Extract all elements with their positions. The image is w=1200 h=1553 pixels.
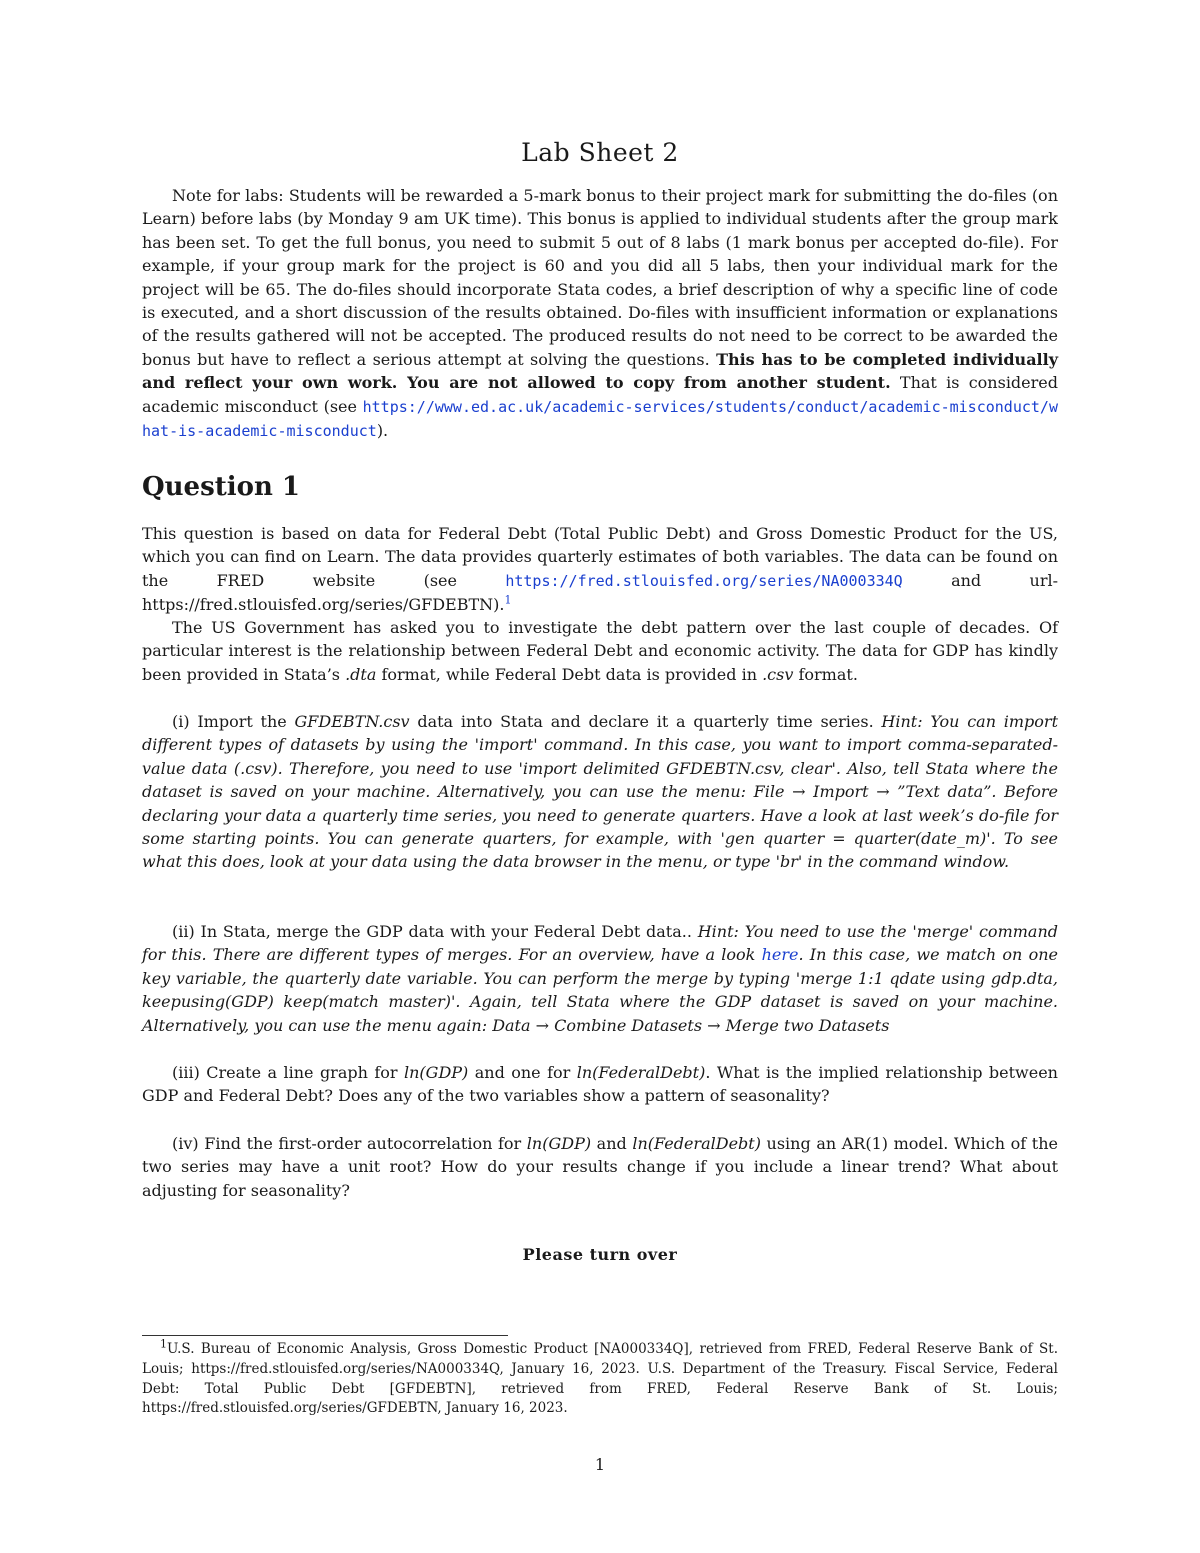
footnote xyxy=(142,1337,1058,1419)
part-ii-paragraph: (ii) In Stata, merge the GDP data with your Federal Debt data.. Hint: You need to use the 'merge' command for this. There are different types of merges. For an overview, have a look here. In this case, we match on one key variable, the quarterly date variable. You can perform the merge by typing 'merge 1:1 qdate using gdp.dta, keepusing(GDP) keep(match master)'. Again, tell Stata where the GDP dataset is saved on your machine. Alternatively, you can use the menu again: Data → Combine Datasets → Merge two Datasets xyxy=(142,922,1058,1035)
footnote-number: 1 xyxy=(160,1337,167,1351)
misconduct-link[interactable]: https://www.ed.ac.uk/academic-services/students/conduct/academic-misconduct/what-is-academic-misconduct xyxy=(142,397,1058,441)
merge-overview-link[interactable]: here xyxy=(761,945,799,965)
part-i-paragraph: (i) Import the GFDEBTN.csv data into Stata and declare it a quarterly time series. Hint: You can import different types of datasets by using the 'import' command. In this case, you want to import comma-separated-value data (.csv). Therefore, you need to use 'import delimited GFDEBTN.csv, clear'. Also, tell Stata where the dataset is saved on your machine. Alternatively, you can use the menu: File → Import → ”Text data”. Before declaring your data a quarterly time series, you need to generate quarters. Have a look at last week’s do-file for some starting points. You can generate quarters, for example, with 'gen quarter = quarter(date_m)'. To see what this does, look at your data using the data browser in the menu, or type 'br' in the command window. xyxy=(142,712,1059,872)
page-title: Lab Sheet 2 xyxy=(521,138,679,167)
footnote-divider xyxy=(142,1335,508,1336)
footnote-text: U.S. Bureau of Economic Analysis, Gross Domestic Product [NA000334Q], retrieved from FRED, Federal Reserve Bank of St. Louis; https://fred.stlouisfed.org/series/NA000334Q, January 16, 2023. U.S. Department of the Treasury. Fiscal Service, Federal Debt: Total Public Debt [GFDEBTN], retrieved from FRED, Federal Reserve Bank of St. Louis; https://fred.stlouisfed.org/series/GFDEBTN, January 16, 2023. xyxy=(142,1341,1058,1417)
note-bold-warning: This has to be completed individually and reflect your own work. You are not allowed to copy from another student. xyxy=(142,349,1059,393)
part-i-hint: Hint: You can import different types of datasets by using the 'import' command. In this case, you want to import comma-separated-value data (.csv). Therefore, you need to use 'import delimited GFDEBTN.csv, clear'. Also, tell Stata where the dataset is saved on your machine. Alternatively, you can use the menu: File → Import → ”Text data”. Before declaring your data a quarterly time series, you need to generate quarters. Have a look at last week’s do-file for some starting points. You can generate quarters, for example, with 'gen quarter = quarter(date_m)'. To see what this does, look at your data using the data browser in the menu, or type 'br' in the command window. xyxy=(142,712,1059,872)
note-paragraph: Note for labs: Students will be rewarded a 5-mark bonus to their project mark for submitting the do-files (on Learn) before labs (by Monday 9 am UK time). This bonus is applied to individual students after the group mark has been set. To get the full bonus, you need to submit 5 out of 8 labs (1 mark bonus per accepted do-file). For example, if your group mark for the project is 60 and you did all 5 labs, then your individual mark for the project will be 65. The do-files should incorporate Stata codes, a brief description of why a specific line of code is executed, and a short discussion of the results obtained. Do-files with insufficient information or explanations of the results gathered will not be accepted. The produced results do not need to be correct to be awarded the bonus but have to reflect a serious attempt at solving the questions. This has to be completed individually and reflect your own work. You are not allowed to copy from another student. That is considered academic misconduct (see https://www.ed.ac.uk/academic-services/students/conduct/academic-misconduct/what-is-academic-misconduct). xyxy=(142,186,1059,441)
note-text: Note for labs: Students will be rewarded a 5-mark bonus to their project mark for submitting the do-files (on Learn) before labs (by Monday 9 am UK time). This bonus is applied to individual students after the group mark has been set. To get the full bonus, you need to submit 5 out of 8 labs (1 mark bonus per accepted do-file). For example, if your group mark for the project is 60 and you did all 5 labs, then your individual mark for the project will be 65. The do-files should incorporate Stata codes, a brief description of why a specific line of code is executed, and a short discussion of the results obtained. Do-files with insufficient information or explanations of the results gathered will not be accepted. The produced results do not need to be correct to be awarded the bonus but have to reflect a serious attempt at solving the questions. xyxy=(142,186,1058,369)
part-iii-paragraph: (iii) Create a line graph for ln(GDP) and one for ln(FederalDebt). What is the implied relationship between GDP and Federal Debt? Does any of the two variables show a pattern of seasonality? xyxy=(142,1063,1058,1106)
question-context-paragraph: The US Government has asked you to investigate the debt pattern over the last couple of decades. Of particular interest is the relationship between Federal Debt and economic activity. The data for GDP has kindly been provided in Stata’s .dta format, while Federal Debt data is provided in .csv format. xyxy=(142,618,1058,684)
footnote-marker[interactable]: 1 xyxy=(504,593,512,607)
note-text-2: That is considered academic misconduct (see xyxy=(142,373,1059,416)
question-heading: Question 1 xyxy=(142,472,301,502)
part-iv-paragraph: (iv) Find the first-order autocorrelation for ln(GDP) and ln(FederalDebt) using an AR(1) model. Which of the two series may have a unit root? How do your results change if you include a linear trend? What about adjusting for seasonality? xyxy=(142,1134,1059,1200)
question-intro-paragraph: This question is based on data for Federal Debt (Total Public Debt) and Gross Domestic Product for the US, which you can find on Learn. The data provides quarterly estimates of both variables. The data can be found on the FRED website (see https://fred.stlouisfed.org/series/NA000334Q and url-https://fred.stlouisfed.org/series/GFDEBTN).$^1$ xyxy=(142,524,1058,615)
fred-gdp-link[interactable]: https://fred.stlouisfed.org/series/NA000334Q xyxy=(505,571,903,590)
page-number: 1 xyxy=(594,1455,606,1474)
please-turn-over: Please turn over xyxy=(522,1245,678,1264)
